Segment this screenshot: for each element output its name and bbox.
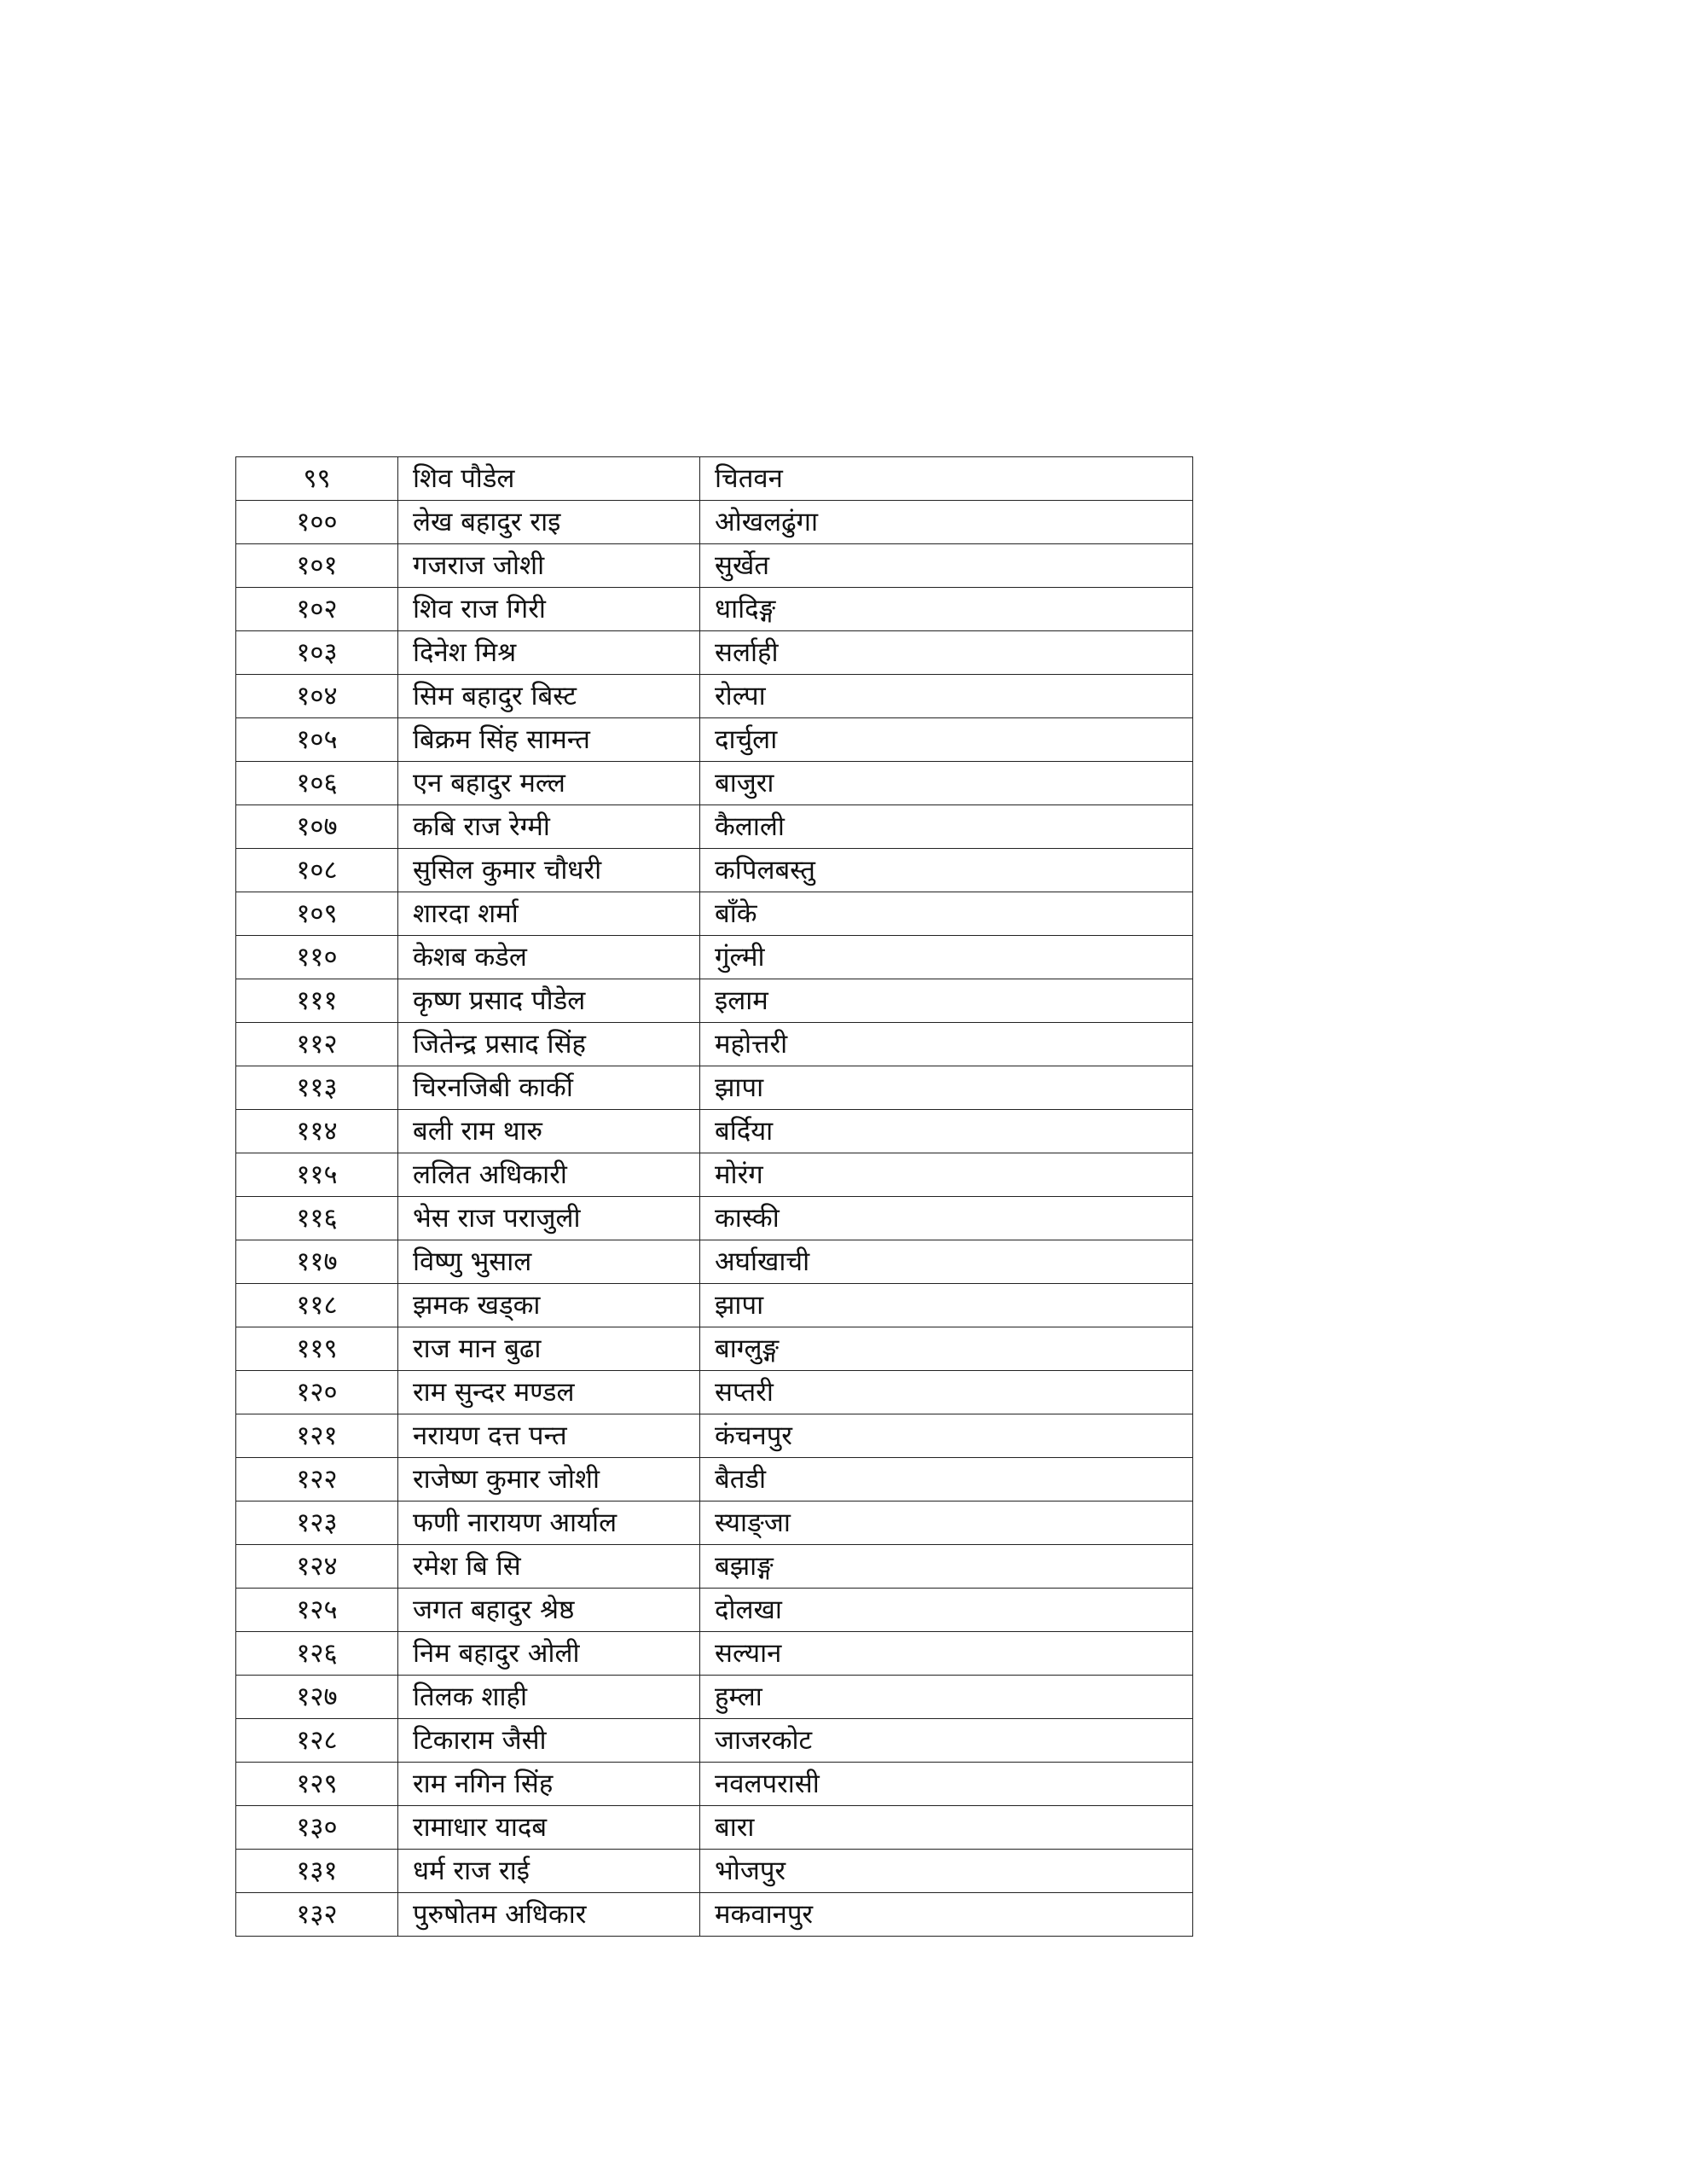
serial-number-cell: १०० [236,501,398,544]
name-cell: ललित अधिकारी [398,1153,700,1197]
name-cell: राज मान बुढा [398,1327,700,1371]
name-cell: राजेष्ण कुमार जोशी [398,1458,700,1502]
district-cell: धादिङ्ग [700,588,1193,631]
serial-number-cell: १२७ [236,1676,398,1719]
table-row [236,1850,1193,1893]
table-row [236,805,1193,849]
serial-number-cell: १२१ [236,1414,398,1458]
serial-number-cell: ११६ [236,1197,398,1240]
district-cell: रोल्पा [700,675,1193,718]
district-cell: बाँके [700,892,1193,936]
district-cell: बर्दिया [700,1110,1193,1153]
table-row [236,1763,1193,1806]
name-cell: दिनेश मिश्र [398,631,700,675]
serial-number-cell: १२२ [236,1458,398,1502]
district-cell: भोजपुर [700,1850,1193,1893]
table-row [236,1502,1193,1545]
name-cell: रामाधार यादब [398,1806,700,1850]
serial-number-cell: १०७ [236,805,398,849]
table-row [236,1284,1193,1327]
name-cell: सुसिल कुमार चौधरी [398,849,700,892]
serial-number-cell: १०९ [236,892,398,936]
name-cell: कबि राज रेग्मी [398,805,700,849]
district-cell: बाजुरा [700,762,1193,805]
candidate-table [235,456,1193,1937]
table-row [236,1197,1193,1240]
table-row [236,457,1193,501]
name-cell: नरायण दत्त पन्त [398,1414,700,1458]
district-cell: बैतडी [700,1458,1193,1502]
table-row [236,1545,1193,1589]
serial-number-cell: ११४ [236,1110,398,1153]
serial-number-cell: ११३ [236,1066,398,1110]
district-cell: सल्यान [700,1632,1193,1676]
name-cell: गजराज जोशी [398,544,700,588]
district-cell: सुर्खेत [700,544,1193,588]
district-cell: कैलाली [700,805,1193,849]
table-row [236,1719,1193,1763]
serial-number-cell: १०८ [236,849,398,892]
serial-number-cell: ११७ [236,1240,398,1284]
table-row [236,1414,1193,1458]
serial-number-cell: ११९ [236,1327,398,1371]
serial-number-cell: १३० [236,1806,398,1850]
table-row [236,718,1193,762]
name-cell: शिव पौडेल [398,457,700,501]
serial-number-cell: ११० [236,936,398,979]
name-cell: बिक्रम सिंह सामन्त [398,718,700,762]
name-cell: जितेन्द्र प्रसाद सिंह [398,1023,700,1066]
table-row [236,979,1193,1023]
district-cell: नवलपरासी [700,1763,1193,1806]
table-row [236,892,1193,936]
table-body [236,457,1193,1937]
table-row [236,588,1193,631]
serial-number-cell: १११ [236,979,398,1023]
table-row [236,936,1193,979]
name-cell: राम नगिन सिंह [398,1763,700,1806]
serial-number-cell: १०१ [236,544,398,588]
serial-number-cell: १३२ [236,1893,398,1937]
district-cell: झापा [700,1284,1193,1327]
table-row [236,1589,1193,1632]
serial-number-cell: १०६ [236,762,398,805]
district-cell: कंचनपुर [700,1414,1193,1458]
table-row [236,1632,1193,1676]
district-cell: ओखलढुंगा [700,501,1193,544]
name-cell: कृष्ण प्रसाद पौडेल [398,979,700,1023]
name-cell: चिरनजिबी कार्की [398,1066,700,1110]
name-cell: सिम बहादुर बिस्ट [398,675,700,718]
name-cell: झमक खड्का [398,1284,700,1327]
name-cell: टिकाराम जैसी [398,1719,700,1763]
serial-number-cell: १२० [236,1371,398,1414]
serial-number-cell: १०३ [236,631,398,675]
table-row [236,544,1193,588]
serial-number-cell: १२५ [236,1589,398,1632]
district-cell: सर्लाही [700,631,1193,675]
district-cell: चितवन [700,457,1193,501]
name-cell: धर्म राज राई [398,1850,700,1893]
table-row [236,631,1193,675]
serial-number-cell: १२६ [236,1632,398,1676]
district-cell: गुंल्मी [700,936,1193,979]
table-row [236,1893,1193,1937]
district-cell: जाजरकोट [700,1719,1193,1763]
table-row [236,1240,1193,1284]
table-row [236,1023,1193,1066]
district-cell: मकवानपुर [700,1893,1193,1937]
table-row [236,1066,1193,1110]
name-cell: एन बहादुर मल्ल [398,762,700,805]
name-cell: फणी नारायण आर्याल [398,1502,700,1545]
serial-number-cell: १२४ [236,1545,398,1589]
serial-number-cell: १०४ [236,675,398,718]
name-cell: जगत बहादुर श्रेष्ठ [398,1589,700,1632]
table-row [236,849,1193,892]
district-cell: स्याङ्जा [700,1502,1193,1545]
name-cell: विष्णु भुसाल [398,1240,700,1284]
district-cell: महोत्तरी [700,1023,1193,1066]
table-row [236,1327,1193,1371]
district-cell: कास्की [700,1197,1193,1240]
serial-number-cell: १२३ [236,1502,398,1545]
serial-number-cell: १३१ [236,1850,398,1893]
name-cell: पुरुषोतम अधिकार [398,1893,700,1937]
district-cell: बझाङ्ग [700,1545,1193,1589]
name-cell: राम सुन्दर मण्डल [398,1371,700,1414]
table-row [236,1806,1193,1850]
serial-number-cell: १०५ [236,718,398,762]
serial-number-cell: ११२ [236,1023,398,1066]
name-cell: बली राम थारु [398,1110,700,1153]
name-cell: शिव राज गिरी [398,588,700,631]
district-cell: दार्चुला [700,718,1193,762]
serial-number-cell: १२८ [236,1719,398,1763]
district-cell: दोलखा [700,1589,1193,1632]
district-cell: बाग्लुङ्ग [700,1327,1193,1371]
district-cell: इलाम [700,979,1193,1023]
table-row [236,501,1193,544]
table-row [236,1371,1193,1414]
table-row [236,1676,1193,1719]
district-cell: हुम्ला [700,1676,1193,1719]
name-cell: तिलक शाही [398,1676,700,1719]
name-cell: लेख बहादुर राइ [398,501,700,544]
district-cell: अर्घाखाची [700,1240,1193,1284]
serial-number-cell: ११५ [236,1153,398,1197]
district-cell: कपिलबस्तु [700,849,1193,892]
district-cell: सप्तरी [700,1371,1193,1414]
name-cell: केशब कडेल [398,936,700,979]
table-row [236,675,1193,718]
name-cell: रमेश बि सि [398,1545,700,1589]
table-row [236,762,1193,805]
serial-number-cell: १०२ [236,588,398,631]
name-cell: भेस राज पराजुली [398,1197,700,1240]
table-row [236,1110,1193,1153]
district-cell: बारा [700,1806,1193,1850]
serial-number-cell: ११८ [236,1284,398,1327]
name-cell: निम बहादुर ओली [398,1632,700,1676]
table-row [236,1153,1193,1197]
serial-number-cell: १२९ [236,1763,398,1806]
name-cell: शारदा शर्मा [398,892,700,936]
table-row [236,1458,1193,1502]
district-cell: झापा [700,1066,1193,1110]
serial-number-cell: ९९ [236,457,398,501]
district-cell: मोरंग [700,1153,1193,1197]
